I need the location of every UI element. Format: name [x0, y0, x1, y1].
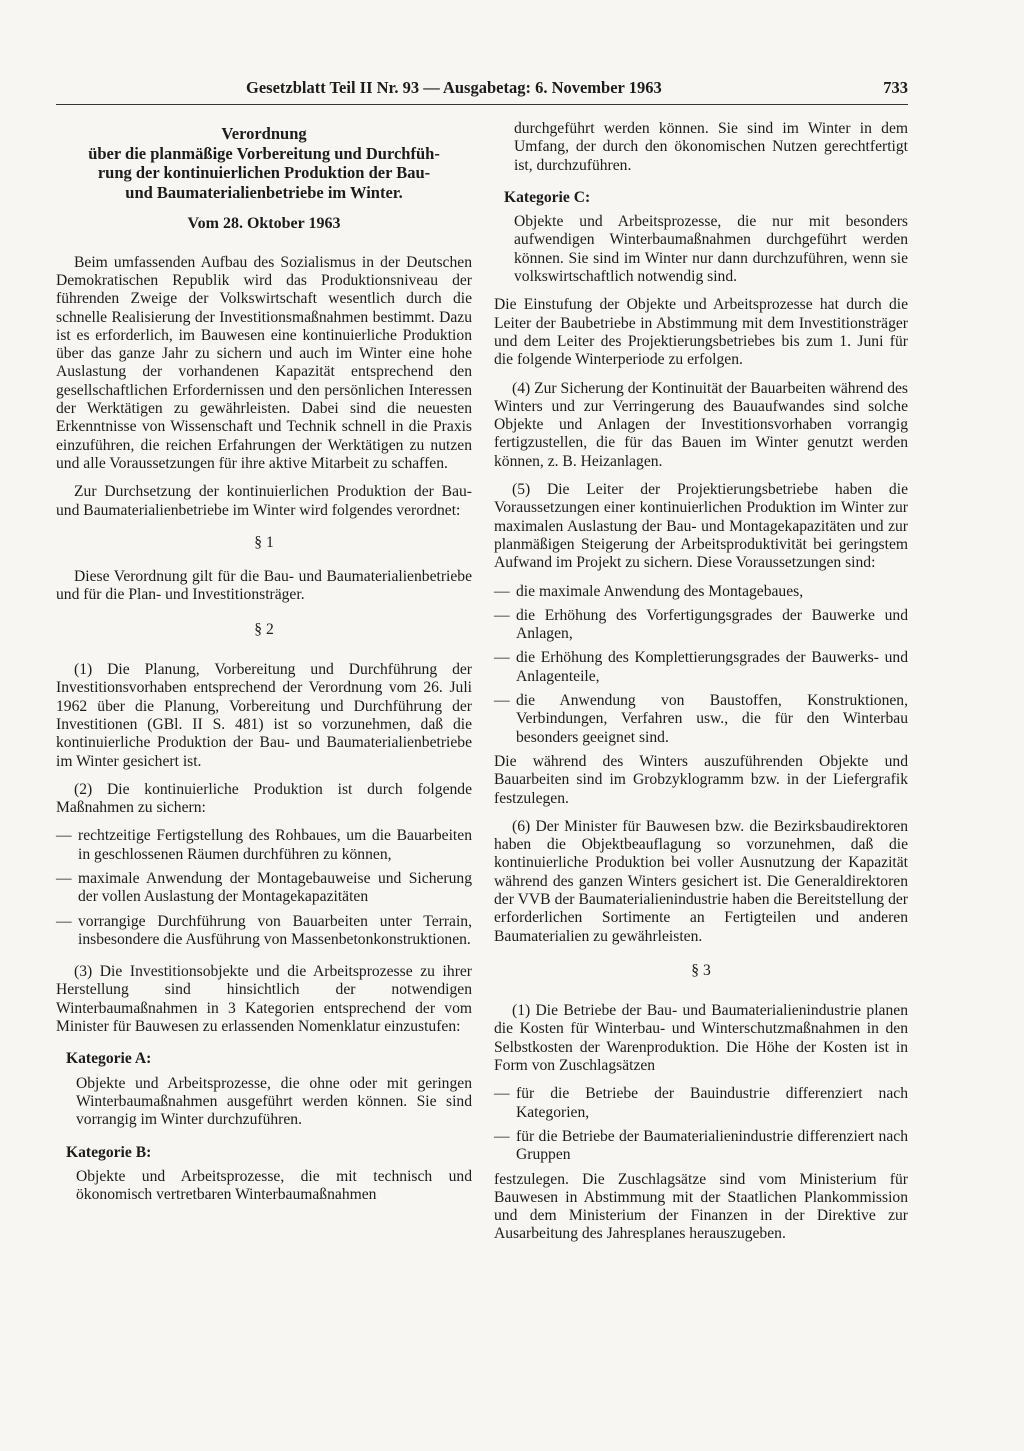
category-c-label: Kategorie C: — [504, 188, 591, 206]
category-b-text-continued: durchgeführt werden können. Sie sind im Winter in dem Umfang, der durch den ökonomischen Nutzen gerechtfertigt ist, durchzuführen. — [514, 120, 908, 174]
list-item: — die Erhöhung des Komplettierungsgrades der Bauwerks- und Anlagenteile, — [494, 649, 908, 686]
preamble-paragraph: Zur Durchsetzung der kontinuierlichen Produktion der Bau- und Baumaterialienbetriebe im Winter wird folgendes verordnet: — [56, 483, 472, 519]
section-2-paragraph: (2) Die kontinuierliche Produktion ist durch folgende Maßnahmen zu sichern: — [56, 780, 472, 817]
ordinance-date: Vom 28. Oktober 1963 — [187, 215, 341, 233]
section-2-paragraph: (1) Die Planung, Vorbereitung und Durchführung der Investitionsvorhaben entsprechend der Verordnung vom 26. Juli 1962 über die Planung, Vorbereitung und Durchführung der Investitionen (GBl. II S. 481) ist so vorzunehmen, daß die kontinuierliche Produktion der Bau- und Baumaterialienbetriebe im Winter gesichert ist. — [56, 661, 472, 770]
list-item: — vorrangige Durchführung von Bauarbeiten unter Terrain, insbesondere die Ausführung von Massenbetonkonstruktionen. — [56, 913, 472, 950]
ordinance-title — [56, 124, 472, 202]
list-item: — für die Betriebe der Baumaterialienindustrie differenziert nach Gruppen — [494, 1128, 908, 1165]
section-2-paragraph: (6) Der Minister für Bauwesen bzw. die Bezirksbaudirektoren haben die Objektbeauflagung so vorzunehmen, daß die kontinuierliche Produktion bei voller Ausnutzung der Kapazität während des ganzen Winters gesichert ist. Die Generaldirektoren der VVB der Baumaterialienindustrie haben die Bereitstellung der erforderlichen Sortimente an Fertigteilen und anderen Baumaterialien zu gewährleisten. — [494, 817, 908, 945]
category-b-label: Kategorie B: — [66, 1143, 152, 1161]
title-line: über die planmäßige Vorbereitung und Durchfüh- — [88, 143, 440, 163]
list-item: — die maximale Anwendung des Montagebaues, — [494, 583, 908, 601]
section-heading: § 3 — [691, 961, 711, 979]
list-item: — die Erhöhung des Vorfertigungsgrades der Bauwerke und Anlagen, — [494, 607, 908, 644]
list-item: — die Anwendung von Baustoffen, Konstruktionen, Verbindungen, Verfahren usw., die für den Winterbau besonders geeignet sind. — [494, 692, 908, 747]
classification-paragraph: Die Einstufung der Objekte und Arbeitsprozesse hat durch die Leiter der Baubetriebe in Abstimmung mit dem Investitionsträger und dem Leiter des Projektierungsbetriebes bis zum 1. Juni für die folgende Winterperiode zu erfolgen. — [494, 296, 908, 369]
title-line: Verordnung — [221, 124, 307, 143]
section-1-text: Diese Verordnung gilt für die Bau- und Baumaterialienbetriebe und für die Plan- und Investitionsträger. — [56, 568, 472, 604]
section-2-paragraph: (3) Die Investitionsobjekte und die Arbeitsprozesse zu ihrer Herstellung sind hinsichtlich der notwendigen Winterbaumaßnahmen in 3 Kategorien entsprechend der vom Minister für Bauwesen zu erlassenden Nomenklatur einzustufen: — [56, 963, 472, 1036]
list-item: — für die Betriebe der Bauindustrie differenziert nach Kategorien, — [494, 1085, 908, 1122]
category-c-text: Objekte und Arbeitsprozesse, die nur mit besonders aufwendigen Winterbaumaßnahmen durchgeführt werden können. Sie sind im Winter nur dann durchzuführen, wenn sie volkswirtschaftlich notwendig sind. — [514, 213, 908, 286]
right-column — [494, 120, 908, 1254]
header-title: Gesetzblatt Teil II Nr. 93 — Ausgabetag: 6. November 1963 — [246, 78, 662, 97]
left-column — [56, 124, 472, 1214]
header-rule — [56, 104, 908, 105]
category-b-text: Objekte und Arbeitsprozesse, die mit technisch und ökonomisch vertretbaren Winterbaumaßnahmen — [76, 1167, 472, 1204]
title-line: und Baumaterialienbetriebe im Winter. — [125, 182, 403, 202]
list-item: — maximale Anwendung der Montagebauweise und Sicherung der vollen Auslastung der Montagekapazitäten — [56, 870, 472, 907]
list-item: — rechtzeitige Fertigstellung des Rohbaues, um die Bauarbeiten in geschlossenen Räumen durchführen zu können, — [56, 827, 472, 864]
section-3-paragraph: festzulegen. Die Zuschlagsätze sind vom Ministerium für Bauwesen in Abstimmung mit der Staatlichen Plankommission und dem Ministerium der Finanzen in der Direktive zur Ausarbeitung des Jahresplanes herauszugeben. — [494, 1170, 908, 1243]
section-2-paragraph: (5) Die Leiter der Projektierungsbetriebe haben die Voraussetzungen einer kontinuierlichen Produktion im Winter zur maximalen Auslastung der Bau- und Montagekapazitäten und zur planmäßigen Steigerung der Arbeitsproduktivität bei geringstem Aufwand im Projekt zu sichern. Diese Voraussetzungen sind: — [494, 481, 908, 572]
section-heading: § 1 — [254, 533, 274, 551]
category-a-label: Kategorie A: — [66, 1050, 152, 1068]
section-3-paragraph: (1) Die Betriebe der Bau- und Baumaterialienindustrie planen die Kosten für Winterbau- und Winterschutzmaßnahmen in den Selbstkosten der Warenproduktion. Die Höhe der Kosten ist in Form von Zuschlagsätzen — [494, 1002, 908, 1075]
section-2-paragraph: Die während des Winters auszuführenden Objekte und Bauarbeiten sind im Grobzyklogramm bzw. in der Liefergrafik festzulegen. — [494, 752, 908, 807]
title-line: rung der kontinuierlichen Produktion der Bau- — [97, 163, 431, 183]
section-2-paragraph: (4) Zur Sicherung der Kontinuität der Bauarbeiten während des Winters und zur Verringerung des Bauaufwandes sind solche Objekte und Anlagen der Investitionsvorhaben vorrangig fertigzustellen, die für das Bauen im Winter genutzt werden können, z. B. Heizanlagen. — [494, 379, 908, 470]
page-header — [56, 78, 908, 102]
category-a-text: Objekte und Arbeitsprozesse, die ohne oder mit geringen Winterbaumaßnahmen ausgeführt werden können. Sie sind vorrangig im Winter durchzuführen. — [76, 1074, 472, 1129]
page-number: 733 — [883, 78, 908, 97]
section-heading: § 2 — [254, 620, 274, 638]
preamble-paragraph: Beim umfassenden Aufbau des Sozialismus in der Deutschen Demokratischen Republik wird das Produktionsniveau der führenden Zweige der Volkswirtschaft wesentlich durch die schnelle Realisierung der Investitionsmaßnahmen bestimmt. Dazu ist es erforderlich, im Bauwesen eine kontinuierliche Produktion über das ganze Jahr zu sichern und auch im Winter eine hohe Auslastung der vorhandenen Kapazität entsprechend den gesellschaftlichen Erfordernissen und den persönlichen Interessen der Werktätigen zu gewährleisten. Dabei sind die neuesten Erkenntnisse von Wissenschaft und Technik schnell in die Praxis einzuführen, die reichen Erfahrungen der Werktätigen zu nutzen und alle Voraussetzungen für ihre aktive Mitarbeit zu schaffen. — [56, 253, 472, 472]
